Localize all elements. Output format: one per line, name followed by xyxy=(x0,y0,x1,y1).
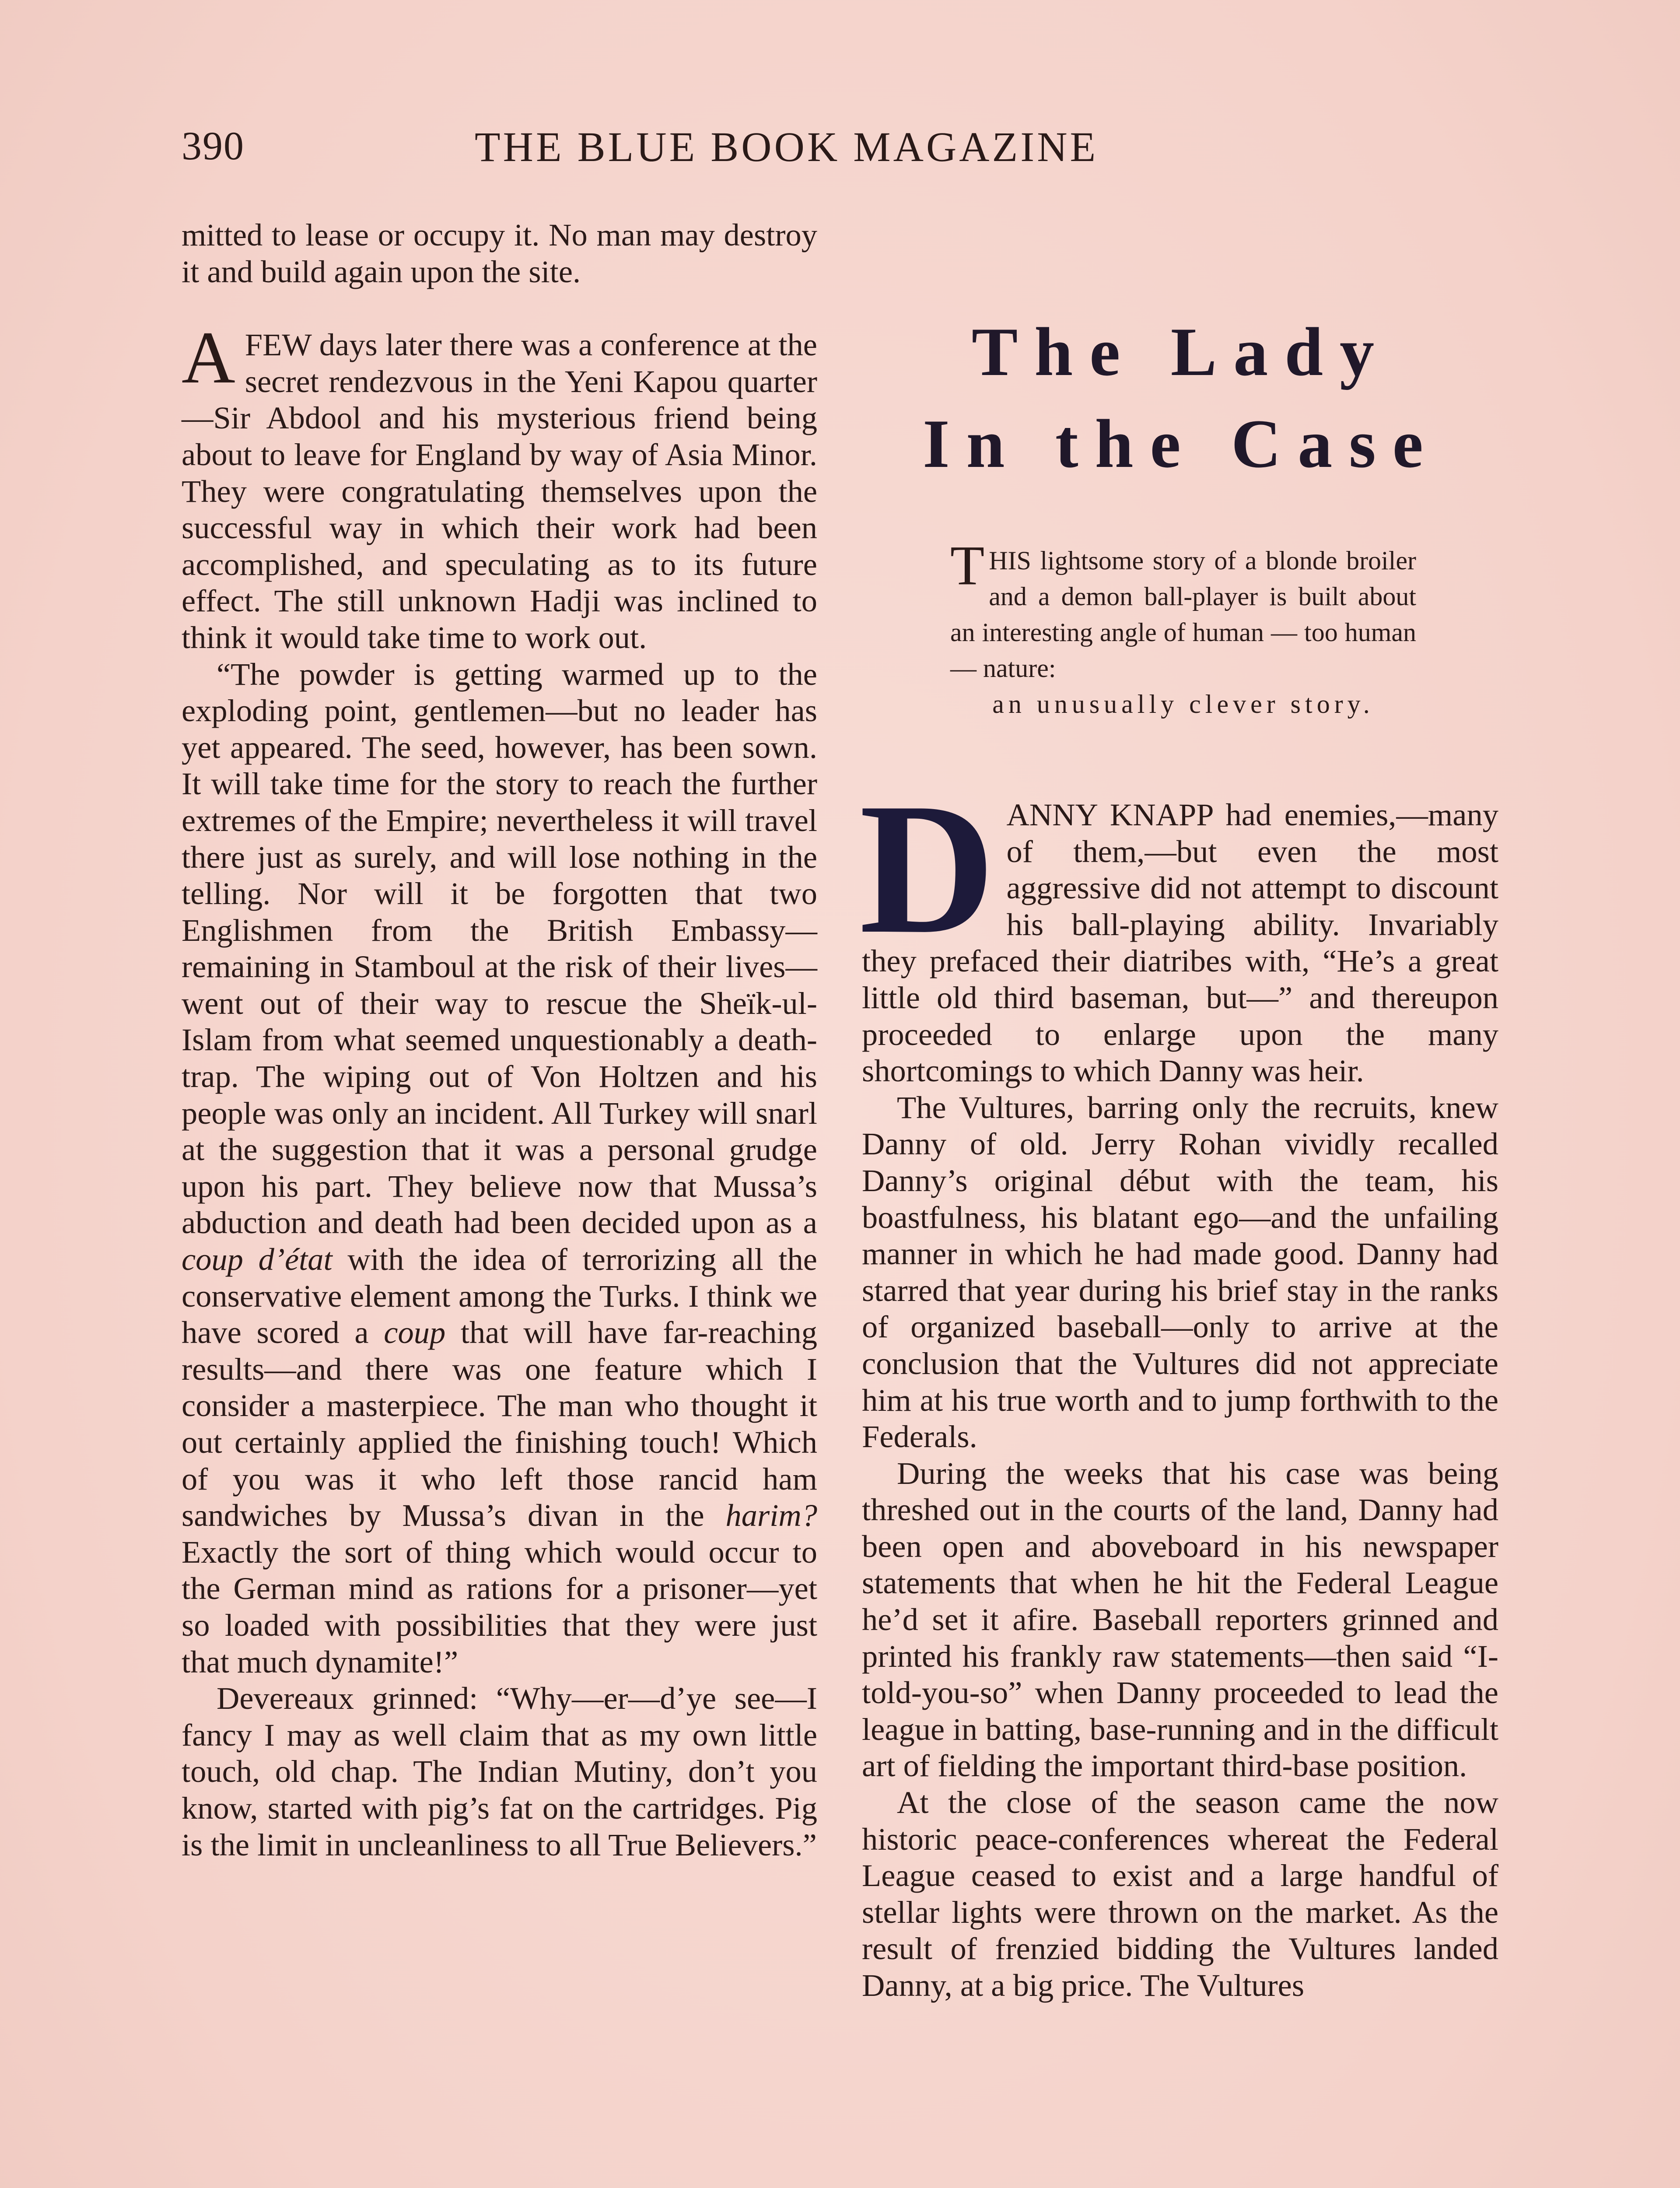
page-number: 390 xyxy=(182,123,245,168)
story-title-line: In the Case xyxy=(923,406,1440,482)
paragraph-text: ANNY KNAPP had enemies,—many of them,—but even the most aggressive did not attempt to discount his ball-playing ability. Invariably they prefaced their diatribes with, “He’s a great little old third baseman, but—” and thereupon proceeded to enlarge upon the many shortcomings to which Danny was heir. xyxy=(862,797,1498,1089)
paragraph xyxy=(182,316,817,656)
drop-cap: A xyxy=(182,316,235,399)
paragraph xyxy=(859,764,1498,1089)
right-column xyxy=(859,764,1498,2004)
italic-phrase: harim? xyxy=(725,1497,818,1533)
paragraph xyxy=(182,656,817,1680)
paragraph-text: “The powder is getting warmed up to the exploding point, gentlemen—but no leader has yet appeared. The seed, however, has been sown. It will take time for the story to reach the further extremes of the Empire; nevertheless it will travel there just as surely, and will lose nothing in the telling. Nor will it be forgotten that two Englishmen from the British Embassy—remaining in Stamboul at the risk of their lives—went out of their way to rescue the Sheïk-ul-Islam from what seemed unquestionably a death-trap. The wiping out of Von Holtzen and his people was only an incident. All Turkey will snarl at the suggestion that it was a personal grudge upon his part. They believe now that Mussa’s abduction and death had been decided upon as a xyxy=(182,656,817,1241)
story-title-line: The Lady xyxy=(971,314,1391,390)
drop-cap: D xyxy=(859,764,995,973)
paragraph-continued: mitted to lease or occupy it. No man may destroy it and build again upon the site. xyxy=(182,217,817,289)
paragraph: During the weeks that his case was being threshed out in the courts of the land, Danny had been open and aboveboard in his newspaper statements that when he hit the Federal League he’d set it afire. Baseball reporters grinned and printed his frankly raw statements—then said “I-told-you-so” when Danny proceeded to lead the league in batting, base-running and in the difficult art of fielding the important third-base position. xyxy=(862,1455,1498,1784)
left-column xyxy=(182,217,817,1863)
italic-phrase: coup d’état xyxy=(182,1241,332,1277)
paragraph-text: with the idea of terrorizing all the conservative element among the Turks. I think we have scored a xyxy=(182,1241,817,1350)
paragraph: At the close of the season came the now historic peace-conferences whereat the Federal League ceased to exist and a large handful of stellar lights were thrown on the market. As the result of frenzied bidding the Vultures landed Danny, at a big price. The Vultures xyxy=(862,1785,1498,2003)
paragraph: The Vultures, barring only the recruits, knew Danny of old. Jerry Rohan vividly recalled Danny’s original début with the team, his boastfulness, his blatant ego—and the unfailing manner in which he had made good. Danny had starred that year during his brief stay in the ranks of organized baseball—only to arrive at the conclusion that the Vultures did not appreciate him at his true worth and to jump forthwith to the Federals. xyxy=(862,1089,1498,1455)
paragraph-text: FEW days later there was a conference at the secret rendezvous in the Yeni Kapou quarter—Sir Abdool and his mysterious friend being about to leave for England by way of Asia Minor. They were congratulating themselves upon the successful way in which their work had been accomplished, and speculating as to its future effect. The still unknown Hadji was inclined to think it would take time to work out. xyxy=(182,327,817,655)
italic-phrase: coup xyxy=(384,1315,446,1350)
paragraph: Devereaux grinned: “Why—er—d’ye see—I fancy I may as well claim that as my own little touch, old chap. The Indian Mutiny, don’t you know, started with pig’s fat on the cartridges. Pig is the limit in uncleanliness to all True Believers.” xyxy=(182,1680,817,1862)
running-head: THE BLUE BOOK MAGAZINE xyxy=(475,123,1099,170)
story-title xyxy=(871,306,1492,490)
story-blurb xyxy=(950,534,1416,722)
blurb-tagline: an unusually clever story. xyxy=(992,690,1374,719)
blurb-text: HIS lightsome story of a blonde broiler and a demon ball-player is built about an interesting angle of human — too human — nature: xyxy=(950,546,1416,683)
blurb-initial: T xyxy=(950,534,985,596)
paragraph-text: that will have far-reaching results—and there was one feature which I consider a masterpiece. The man who thought it out certainly applied the finishing touch! Which of you was it who left those rancid ham sandwiches by Mussa’s divan in the xyxy=(182,1315,817,1533)
page-header xyxy=(182,123,1494,179)
paragraph-text: Exactly the sort of thing which would occur to the German mind as rations for a prisoner—yet so loaded with possibilities that they were just that much dynamite!” xyxy=(182,1534,817,1680)
